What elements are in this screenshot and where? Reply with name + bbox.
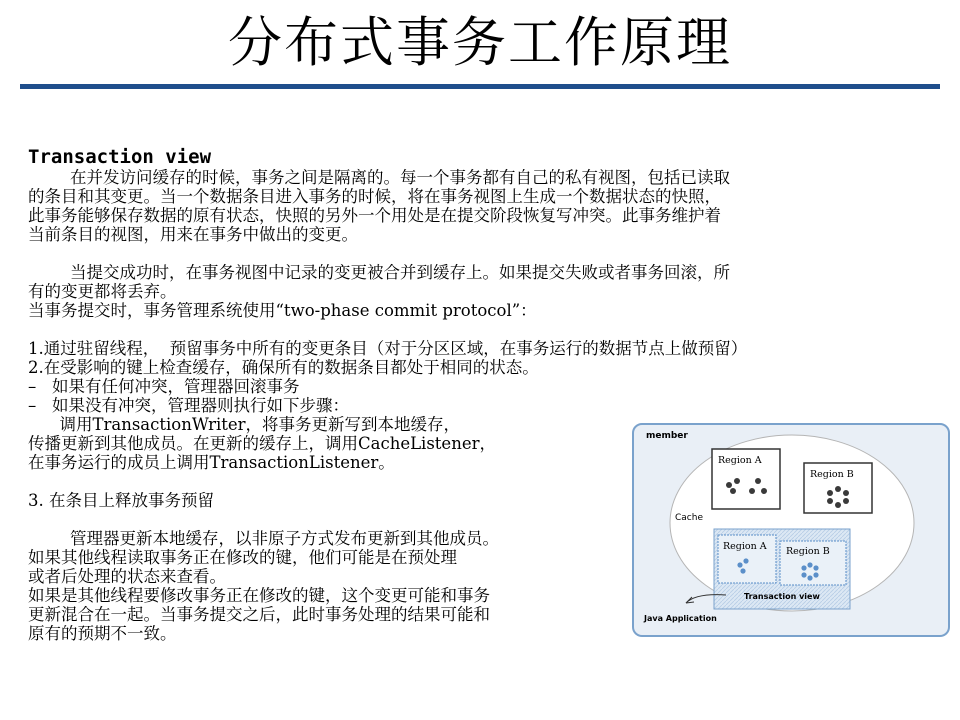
step-2-bullet-conflict: – 如果有任何冲突，管理器回滚事务	[28, 377, 300, 396]
paragraph-line: 更新混合在一起。当事务提交之后，此时事务处理的结果可能和	[28, 605, 490, 624]
paragraph-line: 当提交成功时，在事务视图中记录的变更被合并到缓存上。如果提交失败或者事务回滚，所	[28, 263, 730, 282]
step-2-detail: 在事务运行的成员上调用TransactionListener。	[28, 453, 395, 472]
region-b-label: Region B	[810, 469, 854, 480]
spacer	[28, 320, 938, 339]
step-2-bullet-no-conflict: – 如果没有冲突，管理器则执行如下步骤：	[28, 396, 349, 415]
step-3: 3. 在条目上释放事务预留	[28, 491, 214, 510]
transaction-view-label: Transaction view	[744, 592, 820, 601]
paragraph-line: 有的变更都将丢弃。	[28, 282, 177, 301]
step-2-detail: 传播更新到其他成员。在更新的缓存上，调用CacheListener，	[28, 434, 496, 453]
spacer	[28, 244, 938, 263]
java-application-label: Java Application	[644, 614, 717, 623]
section-heading: Transaction view	[28, 146, 212, 168]
paragraph-line: 如果是其他线程要修改事务正在修改的键，这个变更可能和事务	[28, 586, 490, 605]
paragraph-line: 或者后处理的状态来查看。	[28, 567, 226, 586]
step-1: 1.通过驻留线程， 预留事务中所有的变更条目（对于分区区域，在事务运行的数据节点上做预留）	[28, 339, 748, 358]
step-2-detail: 调用TransactionWriter，将事务更新写到本地缓存，	[28, 415, 461, 434]
slide-title: 分布式事务工作原理	[228, 11, 732, 74]
paragraph-line: 如果其他线程读取事务正在修改的键，他们可能是在预处理	[28, 548, 457, 567]
tx-region-a-label: Region A	[723, 541, 767, 552]
paragraph-line: 此事务能够保存数据的原有状态，快照的另外一个用处是在提交阶段恢复写冲突。此事务维护着	[28, 206, 721, 225]
tx-region-b-label: Region B	[786, 546, 830, 557]
paragraph-line: 管理器更新本地缓存，以非原子方式发布更新到其他成员。	[28, 529, 499, 548]
paragraph-line: 的条目和其变更。当一个数据条目进入事务的时候，将在事务视图上生成一个数据状态的快照，	[28, 187, 721, 206]
transaction-view-diagram	[632, 423, 950, 637]
paragraph-line: 当事务提交时，事务管理系统使用“two-phase commit protocol”：	[28, 301, 537, 320]
paragraph-line: 原有的预期不一致。	[28, 624, 177, 643]
step-2: 2.在受影响的键上检查缓存，确保所有的数据条目都处于相同的状态。	[28, 358, 539, 377]
diagram-graphics	[634, 425, 948, 635]
member-label: member	[646, 431, 688, 441]
paragraph-line: 在并发访问缓存的时候，事务之间是隔离的。每一个事务都有自己的私有视图，包括已读取	[28, 168, 730, 187]
paragraph-line: 当前条目的视图，用来在事务中做出的变更。	[28, 225, 358, 244]
region-a-label: Region A	[718, 455, 762, 466]
title-divider	[20, 84, 940, 89]
cache-label: Cache	[675, 513, 703, 523]
